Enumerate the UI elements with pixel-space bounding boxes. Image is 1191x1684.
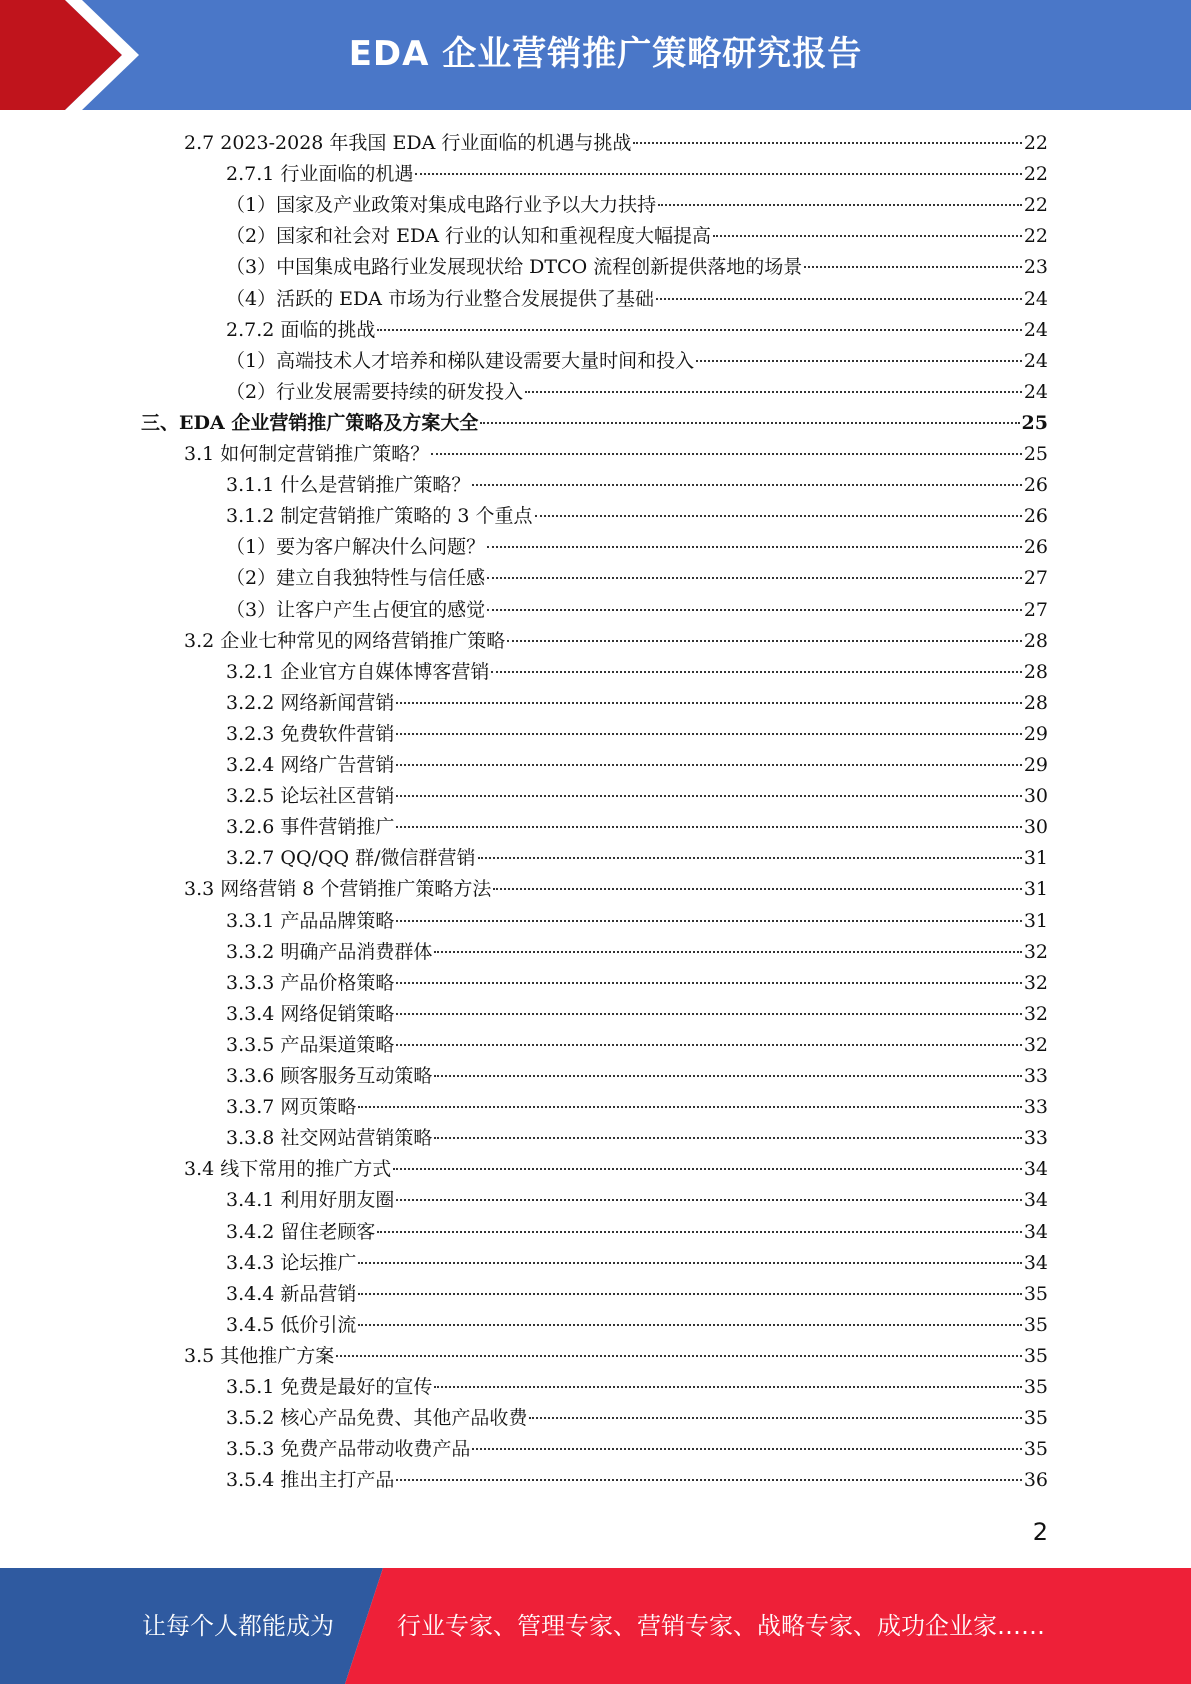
toc-dot-leader <box>696 360 1022 362</box>
toc-entry-title: 3.4 线下常用的推广方式 <box>184 1158 392 1181</box>
toc-dot-leader <box>525 391 1022 393</box>
toc-dot-leader <box>487 609 1022 611</box>
toc-entry-page: 26 <box>1023 536 1048 559</box>
toc-entry[interactable] <box>226 501 1048 532</box>
toc-entry[interactable] <box>226 906 1048 937</box>
toc-dot-leader <box>358 1293 1021 1295</box>
toc-entry-title: 3.2.1 企业官方自媒体博客营销 <box>226 660 490 683</box>
toc-entry-page: 31 <box>1023 847 1048 870</box>
toc-entry-page: 35 <box>1023 1313 1048 1336</box>
toc-entry-title: 2.7.1 行业面临的机遇 <box>226 163 414 186</box>
toc-dot-leader <box>396 1199 1021 1201</box>
toc-entry-page: 25 <box>1023 443 1048 465</box>
toc-dot-leader <box>535 515 1022 517</box>
toc-entry[interactable] <box>226 719 1048 750</box>
toc-entry-title: （2）国家和社会对 EDA 行业的认知和重视程度大幅提高 <box>226 225 711 248</box>
toc-dot-leader <box>487 577 1022 579</box>
toc-entry[interactable] <box>226 595 1048 626</box>
toc-entry[interactable] <box>226 563 1048 594</box>
toc-entry[interactable] <box>184 439 1048 470</box>
toc-entry-page: 27 <box>1023 567 1048 590</box>
toc-dot-leader <box>472 1448 1021 1450</box>
toc-entry-title: 3.1 如何制定营销推广策略？ <box>184 443 430 465</box>
toc-entry[interactable] <box>226 843 1048 874</box>
page-number: 2 <box>1032 1518 1048 1546</box>
toc-entry-page: 22 <box>1023 163 1048 186</box>
toc-entry-page: 32 <box>1023 1033 1048 1056</box>
toc-dot-leader <box>713 235 1022 237</box>
toc-entry-page: 24 <box>1023 287 1048 310</box>
toc-entry-page: 32 <box>1023 940 1048 963</box>
toc-dot-leader <box>487 546 1022 548</box>
footer-slogan-left: 让每个人都能成为 <box>142 1612 334 1640</box>
toc-entry-page: 31 <box>1023 909 1048 932</box>
toc-entry-page: 30 <box>1023 816 1048 839</box>
toc-entry-title: 3.3.5 产品渠道策略 <box>226 1033 395 1056</box>
toc-entry[interactable] <box>226 968 1048 999</box>
toc-entry-page: 28 <box>1023 629 1048 652</box>
toc-entry-title: 3.1.1 什么是营销推广策略？ <box>226 474 471 497</box>
toc-entry-page: 31 <box>1023 878 1048 901</box>
toc-entry[interactable] <box>226 657 1048 688</box>
toc-entry[interactable] <box>226 1310 1048 1341</box>
toc-dot-leader <box>415 173 1021 175</box>
toc-entry[interactable] <box>226 750 1048 781</box>
toc-dot-leader <box>434 951 1021 953</box>
toc-entry[interactable] <box>226 190 1048 221</box>
toc-entry-page: 34 <box>1023 1189 1048 1212</box>
toc-entry-page: 28 <box>1023 691 1048 714</box>
toc-entry-title: 三、EDA 企业营销推广策略及方案大全 <box>141 411 479 434</box>
toc-entry-title: 3.3.8 社交网站营销策略 <box>226 1127 433 1150</box>
toc-entry-title: 3.2.2 网络新闻营销 <box>226 691 395 714</box>
toc-dot-leader <box>480 422 1019 424</box>
toc-entry-title: 3.2.4 网络广告营销 <box>226 754 395 776</box>
toc-entry-page: 35 <box>1023 1376 1048 1398</box>
toc-entry[interactable] <box>226 1248 1048 1279</box>
toc-entry-title: （1）国家及产业政策对集成电路行业予以大力扶持 <box>226 194 657 217</box>
toc-entry[interactable] <box>141 408 1048 439</box>
toc-entry-page: 33 <box>1023 1096 1048 1119</box>
toc-entry-page: 33 <box>1023 1127 1048 1150</box>
toc-entry-title: 3.5.2 核心产品免费、其他产品收费 <box>226 1407 528 1430</box>
toc-dot-leader <box>396 1479 1021 1481</box>
toc-entry-page: 22 <box>1023 225 1048 248</box>
toc-dot-leader <box>393 1168 1022 1170</box>
toc-entry-page: 29 <box>1023 722 1048 745</box>
toc-entry[interactable] <box>226 999 1048 1030</box>
toc-entry[interactable] <box>226 812 1048 843</box>
toc-entry[interactable] <box>184 128 1048 159</box>
toc-entry-page: 24 <box>1023 349 1048 372</box>
toc-dot-leader <box>491 671 1021 673</box>
toc-entry-title: 3.1.2 制定营销推广策略的 3 个重点 <box>226 505 533 528</box>
toc-entry-title: （1）要为客户解决什么问题？ <box>226 536 486 559</box>
page-footer <box>0 1568 1191 1684</box>
toc-entry[interactable] <box>226 252 1048 283</box>
toc-entry[interactable] <box>226 159 1048 190</box>
toc-entry-title: 3.5.3 免费产品带动收费产品 <box>226 1438 471 1461</box>
toc-dot-leader <box>431 453 1022 455</box>
toc-dot-leader <box>478 857 1022 859</box>
toc-entry[interactable] <box>226 1465 1048 1496</box>
toc-entry[interactable] <box>226 532 1048 563</box>
toc-entry[interactable] <box>226 470 1048 501</box>
toc-dot-leader <box>396 733 1021 735</box>
toc-entry[interactable] <box>226 1061 1048 1092</box>
toc-entry-page: 32 <box>1023 971 1048 994</box>
toc-entry[interactable] <box>226 1185 1048 1216</box>
toc-entry[interactable] <box>226 315 1048 346</box>
toc-entry-title: 3.5 其他推广方案 <box>184 1344 335 1367</box>
toc-entry-page: 24 <box>1023 318 1048 341</box>
toc-dot-leader <box>434 1137 1021 1139</box>
toc-entry-page: 26 <box>1023 505 1048 528</box>
toc-dot-leader <box>633 142 1021 144</box>
toc-entry-title: 3.4.1 利用好朋友圈 <box>226 1189 395 1212</box>
toc-entry-title: 3.4.5 低价引流 <box>226 1313 357 1336</box>
toc-entry-title: 3.2.6 事件营销推广 <box>226 816 395 839</box>
toc-entry-title: 3.3.6 顾客服务互动策略 <box>226 1065 433 1087</box>
toc-entry[interactable] <box>226 1403 1048 1434</box>
toc-dot-leader <box>358 1262 1021 1264</box>
toc-entry-page: 32 <box>1023 1002 1048 1025</box>
toc-entry-page: 29 <box>1023 754 1048 776</box>
toc-entry[interactable] <box>226 937 1048 968</box>
toc-entry-page: 25 <box>1021 411 1048 434</box>
toc-dot-leader <box>396 826 1021 828</box>
toc-dot-leader <box>434 1386 1021 1388</box>
toc-entry[interactable] <box>226 221 1048 252</box>
toc-dot-leader <box>396 982 1021 984</box>
toc-dot-leader <box>396 1013 1021 1015</box>
toc-entry-page: 27 <box>1023 598 1048 621</box>
toc-entry-title: （1）高端技术人才培养和梯队建设需要大量时间和投入 <box>226 349 695 372</box>
toc-entry-title: 3.3.3 产品价格策略 <box>226 971 395 994</box>
toc-entry-title: （3）中国集成电路行业发展现状给 DTCO 流程创新提供落地的场景 <box>226 256 803 279</box>
page-header <box>0 0 1191 110</box>
toc-entry-title: （2）建立自我独特性与信任感 <box>226 567 486 590</box>
toc-dot-leader <box>656 298 1022 300</box>
toc-dot-leader <box>358 1106 1021 1108</box>
toc-dot-leader <box>377 329 1021 331</box>
toc-entry-page: 33 <box>1023 1065 1048 1087</box>
toc-entry[interactable] <box>226 346 1048 377</box>
toc-entry-title: 3.2 企业七种常见的网络营销推广策略 <box>184 629 506 652</box>
toc-dot-leader <box>396 920 1021 922</box>
toc-entry-title: 3.2.7 QQ/QQ 群/微信群营销 <box>226 847 476 870</box>
toc-dot-leader <box>377 1231 1021 1233</box>
toc-entry-title: （2）行业发展需要持续的研发投入 <box>226 380 524 403</box>
toc-dot-leader <box>396 795 1021 797</box>
toc-entry[interactable] <box>226 377 1048 408</box>
toc-entry[interactable] <box>226 781 1048 812</box>
toc-entry-title: 3.3.1 产品品牌策略 <box>226 909 395 932</box>
footer-slogan-right: 行业专家、管理专家、营销专家、战略专家、成功企业家…… <box>397 1612 1045 1640</box>
report-title: EDA 企业营销推广策略研究报告 <box>348 34 863 74</box>
toc-entry-title: 2.7.2 面临的挑战 <box>226 318 376 341</box>
toc-entry-title: 3.2.5 论坛社区营销 <box>226 785 395 808</box>
toc-entry-title: 3.4.3 论坛推广 <box>226 1251 357 1274</box>
toc-entry-page: 28 <box>1023 660 1048 683</box>
toc-dot-leader <box>396 702 1021 704</box>
toc-entry-title: 3.3.2 明确产品消费群体 <box>226 940 433 963</box>
toc-entry-page: 34 <box>1023 1220 1048 1243</box>
toc-entry-page: 26 <box>1023 474 1048 497</box>
toc-entry[interactable] <box>226 1217 1048 1248</box>
toc-dot-leader <box>507 640 1022 642</box>
toc-entry[interactable] <box>226 1279 1048 1310</box>
toc-entry-page: 35 <box>1023 1438 1048 1461</box>
toc-entry[interactable] <box>226 284 1048 315</box>
toc-entry[interactable] <box>226 1434 1048 1465</box>
toc-entry-title: 3.2.3 免费软件营销 <box>226 722 395 745</box>
toc-dot-leader <box>358 1324 1021 1326</box>
toc-dot-leader <box>434 1075 1021 1077</box>
toc-entry-page: 35 <box>1023 1407 1048 1430</box>
toc-dot-leader <box>396 1044 1021 1046</box>
toc-entry-title: （3）让客户产生占便宜的感觉 <box>226 598 486 621</box>
toc-entry-page: 22 <box>1023 132 1048 154</box>
toc-dot-leader <box>658 204 1022 206</box>
toc-dot-leader <box>529 1417 1021 1419</box>
toc-entry[interactable] <box>184 626 1048 657</box>
toc-entry-page: 34 <box>1023 1251 1048 1274</box>
toc-entry[interactable] <box>184 874 1048 905</box>
toc-dot-leader <box>396 764 1021 766</box>
toc-entry-page: 36 <box>1023 1469 1048 1492</box>
toc-dot-leader <box>804 266 1022 268</box>
toc-dot-leader <box>336 1355 1022 1357</box>
toc-entry-title: 3.4.4 新品营销 <box>226 1282 357 1305</box>
toc-entry-page: 35 <box>1023 1344 1048 1367</box>
toc-entry[interactable] <box>184 1341 1048 1372</box>
toc-entry-title: 3.5.4 推出主打产品 <box>226 1469 395 1492</box>
toc-dot-leader <box>493 888 1021 890</box>
toc-entry-title: 3.3.4 网络促销策略 <box>226 1002 395 1025</box>
toc-dot-leader <box>472 484 1021 486</box>
toc-entry-page: 35 <box>1023 1282 1048 1305</box>
toc-entry-title: 3.4.2 留住老顾客 <box>226 1220 376 1243</box>
toc-entry[interactable] <box>226 1372 1048 1403</box>
toc-entry-title: 2.7 2023-2028 年我国 EDA 行业面临的机遇与挑战 <box>184 132 632 154</box>
toc-entry[interactable] <box>226 1092 1048 1123</box>
toc-entry-title: 3.3 网络营销 8 个营销推广策略方法 <box>184 878 492 901</box>
toc-entry-title: （4）活跃的 EDA 市场为行业整合发展提供了基础 <box>226 287 654 310</box>
toc-entry-page: 23 <box>1023 256 1048 279</box>
toc-entry[interactable] <box>226 1123 1048 1154</box>
toc-entry-title: 3.3.7 网页策略 <box>226 1096 357 1119</box>
toc-entry[interactable] <box>184 1154 1048 1185</box>
toc-entry-page: 24 <box>1023 380 1048 403</box>
toc-entry-page: 22 <box>1023 194 1048 217</box>
toc-entry-title: 3.5.1 免费是最好的宣传 <box>226 1376 433 1398</box>
toc-entry[interactable] <box>226 1030 1048 1061</box>
toc-entry-page: 34 <box>1023 1158 1048 1181</box>
toc-entry-page: 30 <box>1023 785 1048 808</box>
toc-entry[interactable] <box>226 688 1048 719</box>
